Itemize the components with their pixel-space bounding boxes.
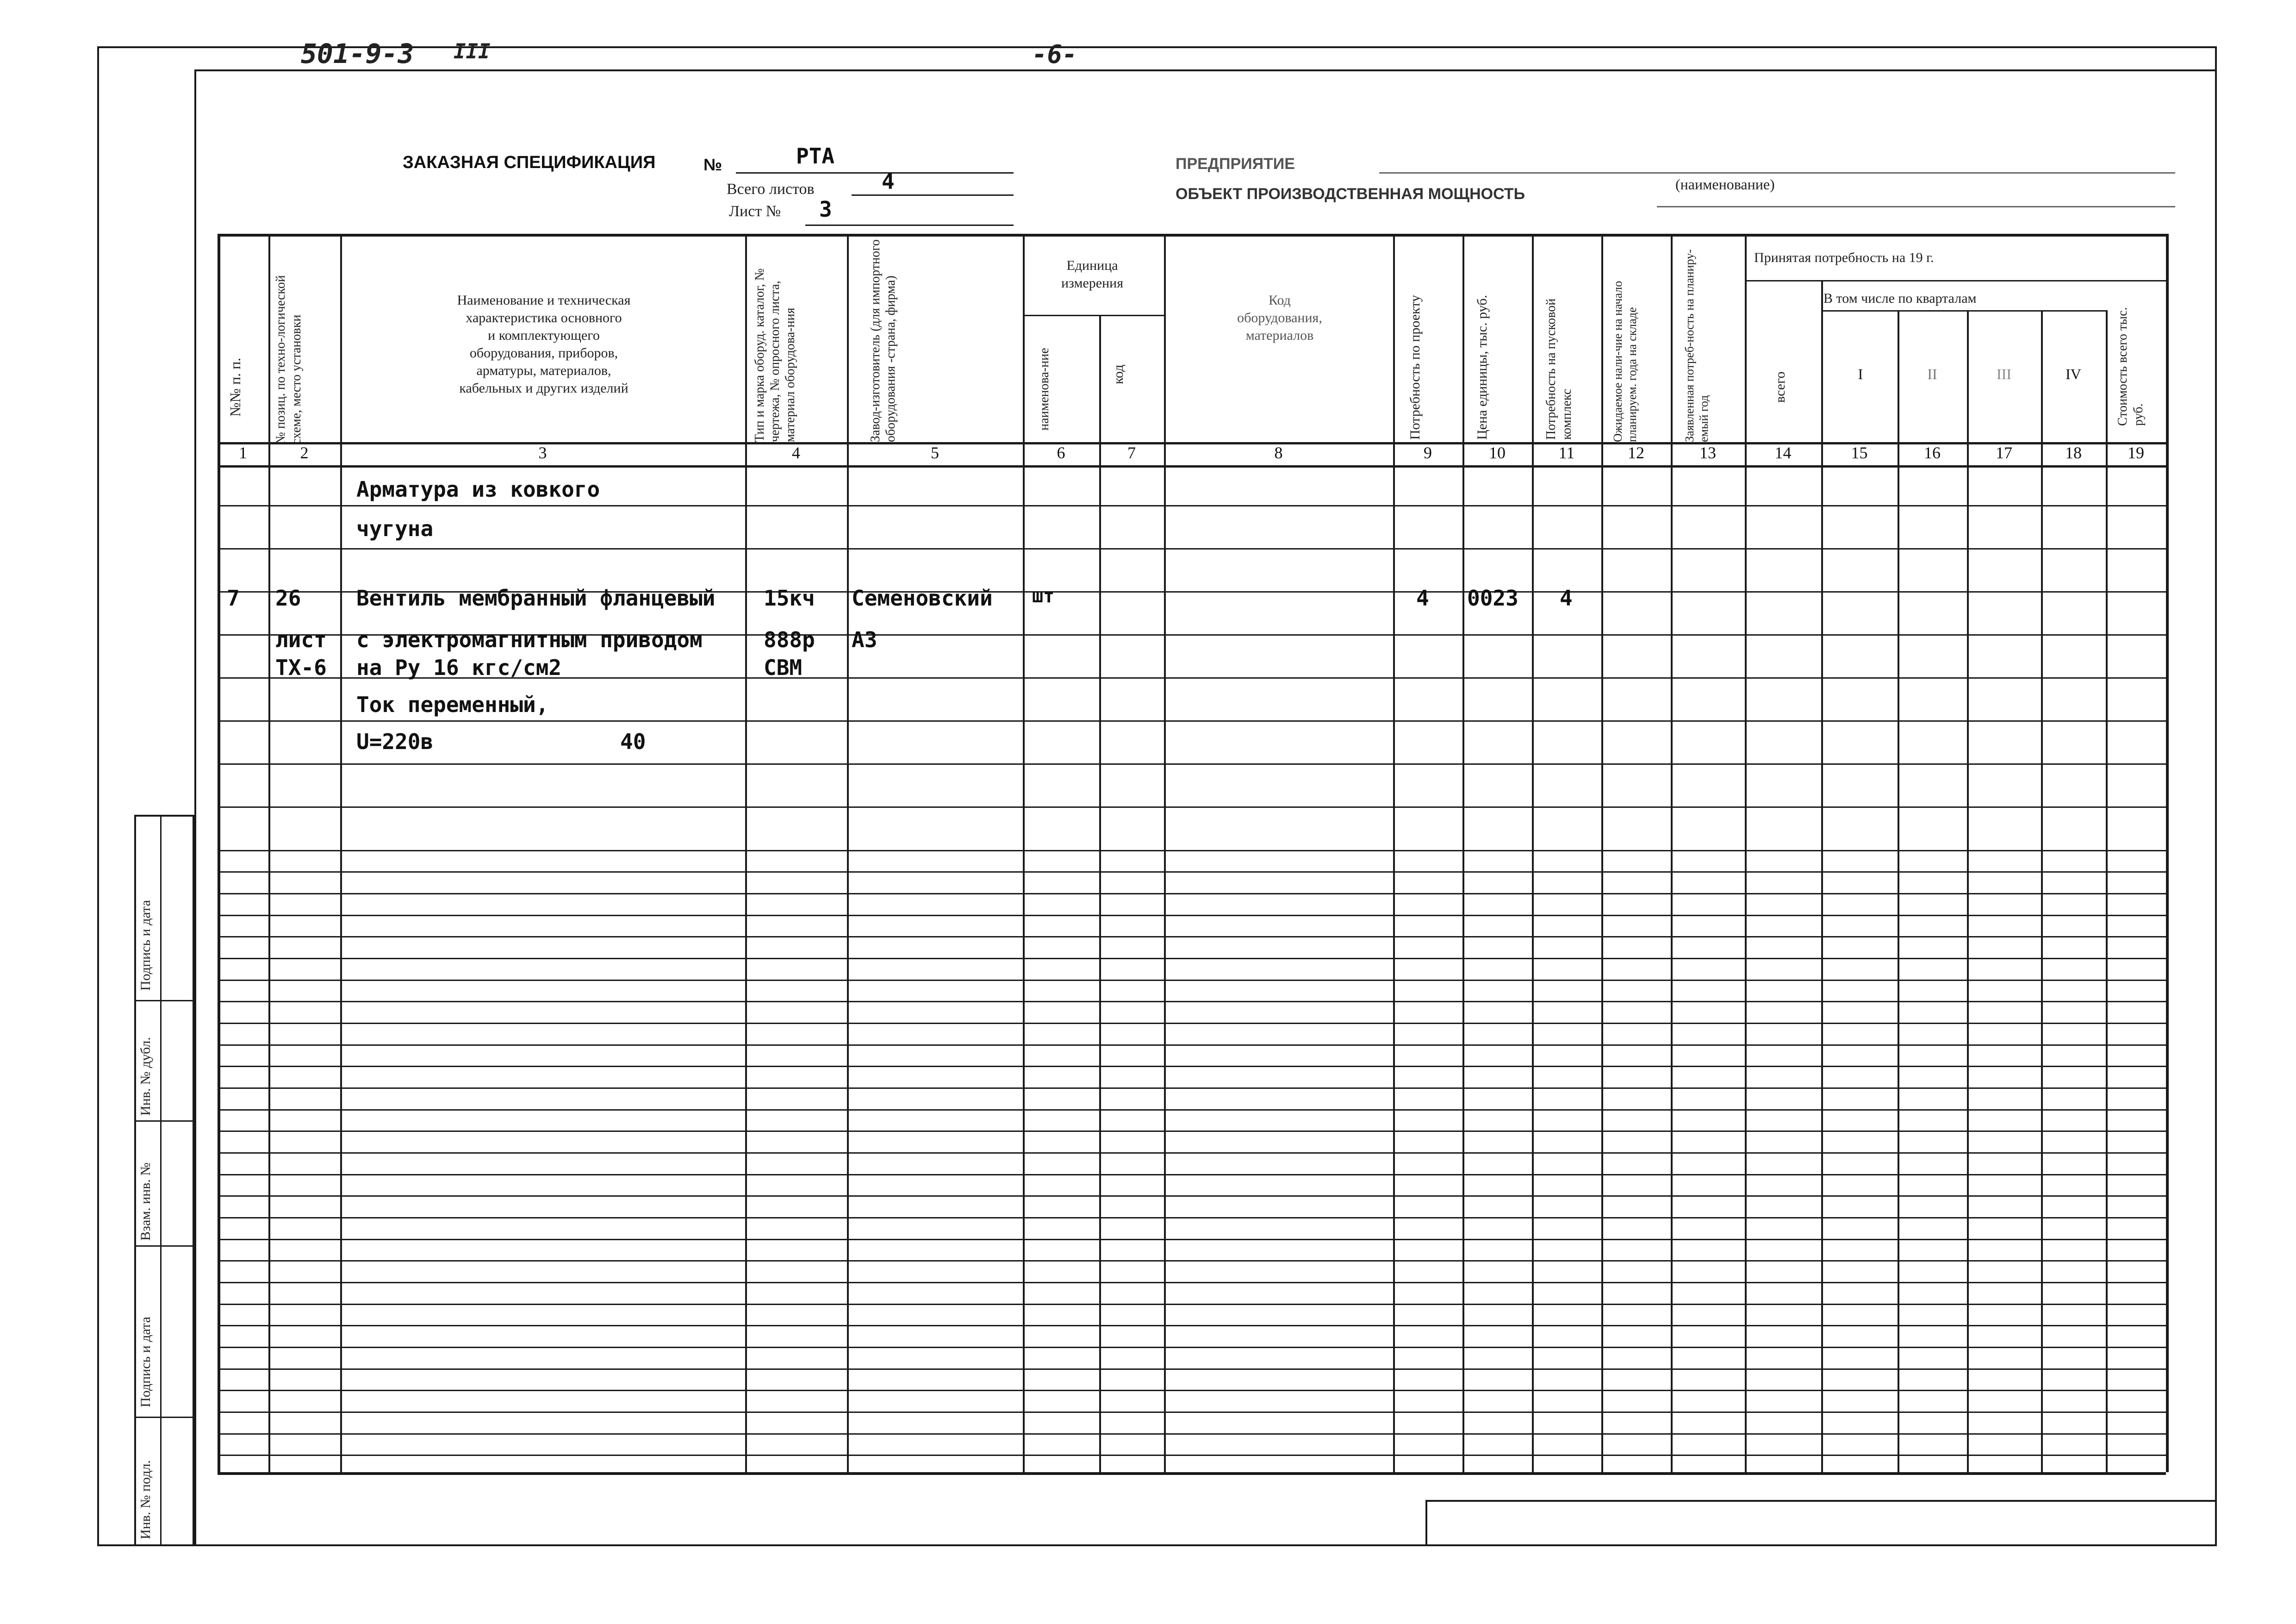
col15-header: I: [1858, 366, 1863, 382]
grid-hline: [218, 936, 2166, 937]
grid-vline: [1601, 234, 1603, 1472]
grid-hline: [1821, 310, 2106, 312]
grid-vline: [268, 234, 270, 1472]
cell-c2: лист: [275, 627, 327, 652]
side-stamp: [134, 815, 194, 1546]
col11-header-text: Потребность на пусковой комплекс: [1544, 298, 1574, 440]
col3-header-line: арматуры, материалов,: [476, 363, 611, 378]
grid-hline: [218, 871, 2166, 873]
cell-c2: ТХ-6: [275, 655, 327, 680]
col3-header: [342, 292, 745, 397]
col9-header-text: Потребность по проекту: [1407, 295, 1423, 440]
column-number: 14: [1774, 443, 1792, 462]
cell-c3: с электромагнитным приводом: [356, 627, 703, 652]
col4-header: [752, 238, 798, 442]
col12-header-text: Ожидаемое нали-чие на начало планируем. года на складе: [1611, 281, 1639, 442]
col8-header-line: материалов: [1245, 328, 1314, 343]
grid-hline: [218, 915, 2166, 916]
spec-title: ЗАКАЗНАЯ СПЕЦИФИКАЦИЯ: [403, 153, 656, 172]
cell-c4: 15кч: [764, 586, 815, 611]
grid-hline: [218, 1368, 2166, 1370]
grid-vline: [1393, 234, 1395, 1472]
cell-c5: АЗ: [852, 627, 877, 652]
cell-c3: чугуна: [356, 516, 434, 541]
accepted-group-header: Принятая потребность на 19 г.: [1754, 250, 1934, 265]
grid-hline: [218, 1455, 2166, 1456]
grid-vline: [847, 234, 849, 1472]
grid-vline: [1745, 234, 1747, 1472]
cell-c6: шт: [1032, 586, 1055, 607]
cell-c5: Семеновский: [852, 586, 993, 611]
grid-hline: [218, 980, 2166, 981]
stamp-field-signature-date-2: Подпись и дата: [138, 1317, 153, 1407]
series-code: 501-9-3: [301, 38, 414, 69]
grid-hline: [218, 806, 2166, 808]
total-sheets-label: Всего листов: [727, 181, 815, 198]
cell-c3_extra: 40: [620, 729, 646, 754]
column-number: 1: [239, 443, 247, 462]
grid-hline: [218, 893, 2166, 894]
column-number: 6: [1057, 443, 1065, 462]
grid-hline: [218, 1304, 2166, 1305]
stamp-field-original-inv: Инв. № подл.: [138, 1460, 153, 1539]
column-number: 3: [538, 443, 547, 462]
cell-c1: 7: [227, 586, 240, 611]
grid-vline: [2041, 310, 2043, 1472]
grid-vline: [1023, 234, 1025, 1472]
column-number: 7: [1127, 443, 1136, 462]
col10-header-text: Цена единицы, тыс. руб.: [1475, 295, 1490, 440]
unit-group-line: измерения: [1061, 275, 1123, 291]
col16-header: II: [1927, 366, 1937, 382]
stamp-field-replaced-inv: Взам. инв. №: [138, 1162, 153, 1241]
col3-header-line: характеристика основного: [466, 310, 622, 325]
grid-hline: [218, 1282, 2166, 1283]
grid-vline: [1462, 234, 1464, 1472]
col7-header-text: код: [1111, 364, 1126, 384]
grid-hline: [1745, 280, 2166, 281]
cell-c3: U=220в: [356, 729, 434, 754]
cell-c9: 4: [1416, 586, 1429, 611]
column-number: 13: [1699, 443, 1716, 462]
grid-vline: [2166, 234, 2169, 1472]
col3-header-line: и комплектующего: [488, 328, 600, 343]
object-label: ОБЪЕКТ ПРОИЗВОДСТВЕННАЯ МОЩНОСТЬ: [1176, 185, 1525, 203]
grid-hline: [218, 1217, 2166, 1218]
grid-hline: [218, 1412, 2166, 1413]
col18-header: IV: [2066, 366, 2081, 382]
page-number: -6-: [1032, 40, 1077, 69]
col19-header: [2115, 306, 2147, 426]
col4-header-text: Тип и марка оборуд. каталог, № чертежа, № опросного листа, материал оборудова-ния: [753, 268, 797, 442]
grid-vline: [1532, 234, 1534, 1472]
grid-hline: [218, 1087, 2166, 1089]
grid-hline: [218, 1174, 2166, 1175]
column-number: 18: [2065, 443, 2082, 462]
col8-header-line: Код: [1269, 293, 1291, 308]
cell-c4: 888р: [764, 627, 815, 652]
unit-group-header: [1023, 257, 1162, 292]
grid-vline: [2106, 310, 2108, 1472]
col11-header: [1543, 273, 1575, 440]
grid-vline: [1898, 310, 1899, 1472]
sheet-label: Лист №: [729, 203, 781, 220]
column-number: 2: [300, 443, 309, 462]
grid-hline: [218, 465, 2166, 468]
column-number: 5: [931, 443, 939, 462]
cell-c10: 0023: [1467, 586, 1518, 611]
grid-hline: [218, 1239, 2166, 1240]
col13-header-text: Заявленная потреб-ность на планиру-емый год: [1683, 249, 1711, 442]
grid-hline: [218, 1433, 2166, 1435]
col10-header: [1474, 273, 1491, 440]
column-number: 10: [1489, 443, 1506, 462]
column-number: 17: [1996, 443, 2012, 462]
grid-hline: [218, 1390, 2166, 1391]
col8-header-line: оборудования,: [1237, 310, 1322, 325]
cell-c3: Арматура из ковкого: [356, 477, 600, 502]
total-sheets-value: 4: [882, 169, 895, 194]
column-number: 9: [1424, 443, 1432, 462]
enterprise-label: ПРЕДПРИЯТИЕ: [1176, 155, 1295, 173]
col14-header: [1773, 371, 1788, 403]
number-label: №: [703, 155, 722, 174]
col2-header: [273, 241, 305, 444]
col12-header: [1611, 229, 1639, 442]
column-number: 11: [1558, 443, 1575, 462]
grid-hline: [218, 1152, 2166, 1154]
column-number: 16: [1924, 443, 1941, 462]
col5-header: [868, 238, 898, 442]
grid-vline: [1164, 234, 1166, 1472]
grid-hline: [218, 1109, 2166, 1111]
grid-hline: [218, 763, 2166, 765]
grid-hline: [218, 1066, 2166, 1067]
column-number: 4: [792, 443, 800, 462]
quarters-group-header: В том числе по кварталам: [1823, 291, 1977, 306]
col1-header: №№ п. п.: [227, 357, 243, 417]
grid-hline: [218, 1044, 2166, 1046]
grid-hline: [218, 1195, 2166, 1197]
naming-note: (наименование): [1675, 176, 1775, 193]
spec-number: РТА: [796, 144, 835, 169]
side-stamp-sep: [134, 1120, 194, 1122]
grid-hline: [218, 1260, 2166, 1262]
col5-header-text: Завод-изготовитель (для импортного оборудования -страна, фирма): [868, 239, 898, 442]
grid-vline: [218, 234, 220, 1472]
col17-header: III: [1997, 366, 2011, 382]
grid-hline: [218, 505, 2166, 506]
stamp-field-signature-date: Подпись и дата: [138, 900, 153, 991]
col3-header-line: Наименование и техническая: [457, 293, 631, 308]
col19-header-text: Стоимость всего тыс. руб.: [2116, 307, 2146, 426]
grid-hline: [218, 1325, 2166, 1326]
col13-header: [1682, 229, 1711, 442]
col2-header-text: № позиц. по техно-логической схеме, место установки: [274, 275, 304, 444]
grid-hline: [218, 958, 2166, 959]
side-stamp-sep: [134, 1417, 194, 1418]
cell-c3: Ток переменный,: [356, 692, 549, 717]
col7-header: [1111, 365, 1126, 384]
col14-header-text: всего: [1773, 371, 1788, 403]
side-stamp-divider: [160, 815, 162, 1546]
cell-c3: на Ру 16 кгс/см2: [356, 655, 562, 680]
side-stamp-sep: [134, 1245, 194, 1247]
grid-hline: [218, 1001, 2166, 1002]
grid-vline: [1671, 234, 1673, 1472]
column-number: 8: [1274, 443, 1283, 462]
cell-c2: 26: [275, 586, 301, 611]
grid-hline: [218, 1472, 2166, 1475]
series-volume: III: [454, 40, 491, 63]
title-block-stub: [1425, 1500, 2217, 1546]
column-number: 12: [1628, 443, 1644, 462]
col6-header-text: наименова-ние: [1037, 348, 1052, 431]
unit-group-line: Единица: [1066, 258, 1118, 273]
grid-hline: [1023, 315, 1164, 316]
grid-vline: [745, 234, 747, 1472]
col3-header-line: оборудования, приборов,: [469, 345, 618, 361]
cell-c11: 4: [1560, 586, 1573, 611]
grid-hline: [218, 548, 2166, 550]
sheet-value: 3: [819, 197, 832, 222]
col3-header-line: кабельных и других изделий: [459, 381, 628, 396]
grid-hline: [218, 234, 2166, 237]
cell-c3: Вентиль мембранный фланцевый: [356, 586, 716, 611]
col8-header: [1166, 292, 1393, 344]
side-stamp-sep: [134, 1000, 194, 1001]
column-number: 15: [1851, 443, 1868, 462]
grid-vline: [340, 234, 342, 1472]
grid-hline: [218, 1023, 2166, 1024]
cell-c4: СВМ: [764, 655, 803, 680]
grid-hline: [218, 1347, 2166, 1348]
grid-hline: [218, 1131, 2166, 1132]
grid-vline: [1967, 310, 1969, 1472]
col6-header: [1037, 338, 1052, 431]
grid-hline: [218, 720, 2166, 722]
stamp-field-dup-inv: Инв. № дубл.: [138, 1037, 153, 1116]
column-number: 19: [2128, 443, 2144, 462]
col9-header: [1407, 273, 1424, 440]
grid-hline: [218, 850, 2166, 851]
